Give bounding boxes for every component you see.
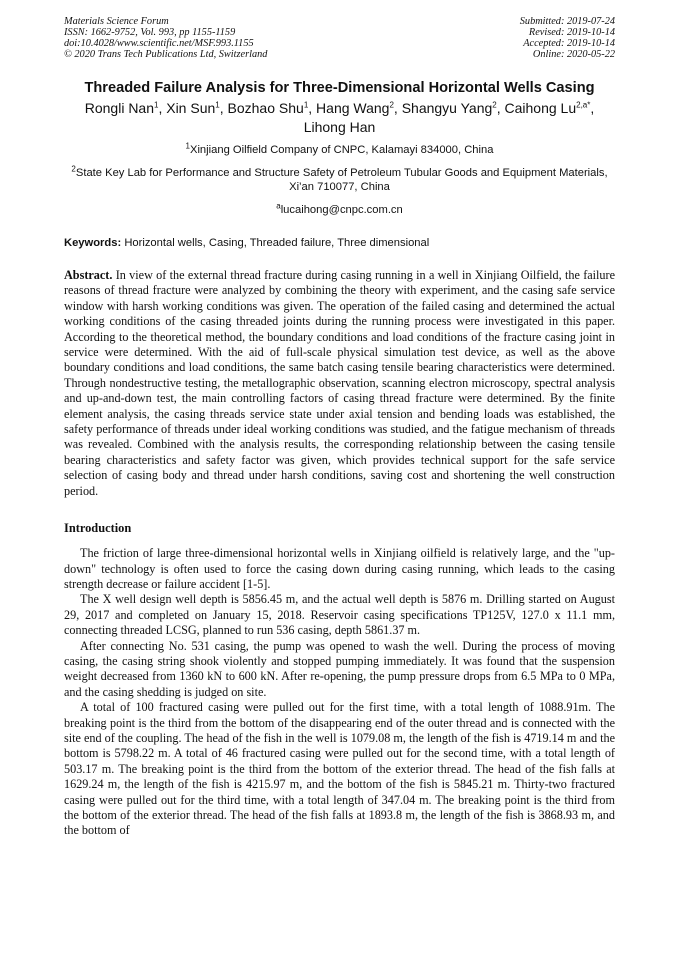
issn: ISSN: 1662-9752, Vol. 993, pp 1155-1159 [64, 27, 236, 38]
author: Hang Wang$^2$, [316, 100, 402, 116]
journal-name: Materials Science Forum [64, 16, 169, 27]
accepted-date: Accepted: 2019-10-14 [523, 38, 615, 49]
paragraph: The friction of large three-dimensional horizontal wells in Xinjiang oilfield is relatively large, and the "up-down" technology is often used to force the casing down during casing running, which leads to the casing strength decrease or failure accident [1-5]. [64, 546, 615, 591]
paper-title: Threaded Failure Analysis for Three-Dimensional Horizontal Wells Casing [84, 80, 595, 96]
online-date: Online: 2020-05-22 [532, 49, 615, 60]
author: Xin Sun$^1$, [166, 100, 228, 116]
author-list [64, 99, 615, 137]
abstract [64, 268, 615, 499]
copyright: © 2020 Trans Tech Publications Ltd, Switzerland [64, 49, 268, 60]
affiliation-2: $^2$State Key Lab for Performance and Structure Safety of Petroleum Tubular Goods and Equipment Materials, Xi’an 710077, China [71, 164, 608, 193]
section-heading-introduction: Introduction [64, 521, 132, 536]
journal-info [64, 16, 267, 60]
paragraph: The X well design well depth is 5856.45 m, and the actual well depth is 5876 m. Drilling started on August 29, 2017 and completed on January 15, 2018. Reservoir casing specifications TP125V, 127.0 x 11.1 mm, connecting threaded LCSG, planned to run 536 casing, depth 5861.37 m. [64, 592, 615, 638]
author: Bozhao Shu$^1$, [227, 100, 317, 116]
revised-date: Revised: 2019-10-14 [528, 27, 615, 38]
keywords-label: Keywords: [64, 237, 122, 249]
corresponding-email[interactable]: $^a$lucaihong@cnpc.com.cn [276, 201, 403, 216]
abstract-text: In view of the external thread fracture during casing running in a well in Xinjiang Oilfield, the failure reasons of thread fracture were analyzed by combining the theory with experiment, and the casing safe service window with harsh working conditions was given. The operation of the failed casing and determined the actual working conditions of the casing threaded joints during the running process were investigated in this paper. According to the theoretical method, the boundary conditions and load conditions of the fracture casing joint in service were determined. With the aid of full-scale physical simulation test device, as well as the above boundary conditions and load conditions, the same batch casing tensile bearing characteristics were determined. Through nondestructive testing, the metallographic observation, scanning electron microscopy, spectral analysis and up-and-down test, the main controlling factors of casing thread fracture were determined. By the finite element analysis, the casing threads service state under axial tension and bending loads was established, the safety performance of threads under ideal working conditions was studied, and the fatigue mechanism of threads was revealed. Combined with the analysis results, the corresponding relationship between the casing tensile bearing characteristics and safety factor was given, which provides technical support for the safe service selection of casing body and thread under harsh conditions, saving cost and shortening the well construction period. [64, 268, 615, 498]
journal-header [64, 16, 615, 60]
author: Caihong $Lu^{2,a*}$, [504, 100, 595, 116]
publication-dates [520, 16, 615, 60]
paragraph: A total of 100 fractured casing were pulled out for the first time, with a total length of 1088.91m. The breaking point is the third from the bottom of the disappearing end of the outer thread and is connected with the site end of the coupling. The head of the fish in the well is 1079.08 m, the length of the fish is 4719.14 m and the bottom is 5798.22 m. A total of 46 fractured casing were pulled out for the second time, with a total length of 503.17 m. The breaking point is the third from the bottom of the exterior thread. The head of the fish falls at 1629.24 m, the length of the fish is 4215.97 m, and the bottom of the fish is 5845.21 m. Thirty-two fractured casing were pulled out for the third time, with a total length of 347.04 m. The breaking point is the third from the bottom of the exterior thread. The head of the fish falls at 1893.8 m, the length of the fish is 3868.93 m, and the bottom of [64, 700, 615, 838]
affiliation-1: $^1$Xinjiang Oilfield Company of CNPC, Kalamayi 834000, China [185, 141, 494, 156]
paragraph: After connecting No. 531 casing, the pump was opened to wash the well. During the process of moving casing, the casing string shook violently and stopped pumping immediately. It was found that the suspension weight decreased from 1360 kN to 600 kN. After re-opening, the pump pressure drops from 6.5 MPa to 0 MPa, and the casing shedding is judged on site. [64, 638, 615, 699]
paper-page [64, 16, 615, 839]
keywords-text: Horizontal wells, Casing, Threaded failure, Three dimensional [124, 237, 430, 249]
author: Lihong Han [303, 119, 376, 135]
doi: doi:10.4028/www.scientific.net/MSF.993.1155 [64, 38, 254, 49]
abstract-label: Abstract. [64, 268, 113, 282]
author: Rongli Nan$^1$, [84, 100, 167, 116]
keywords [64, 236, 615, 250]
author: Shangyu Yang$^2$, [401, 100, 505, 116]
submitted-date: Submitted: 2019-07-24 [519, 16, 615, 27]
